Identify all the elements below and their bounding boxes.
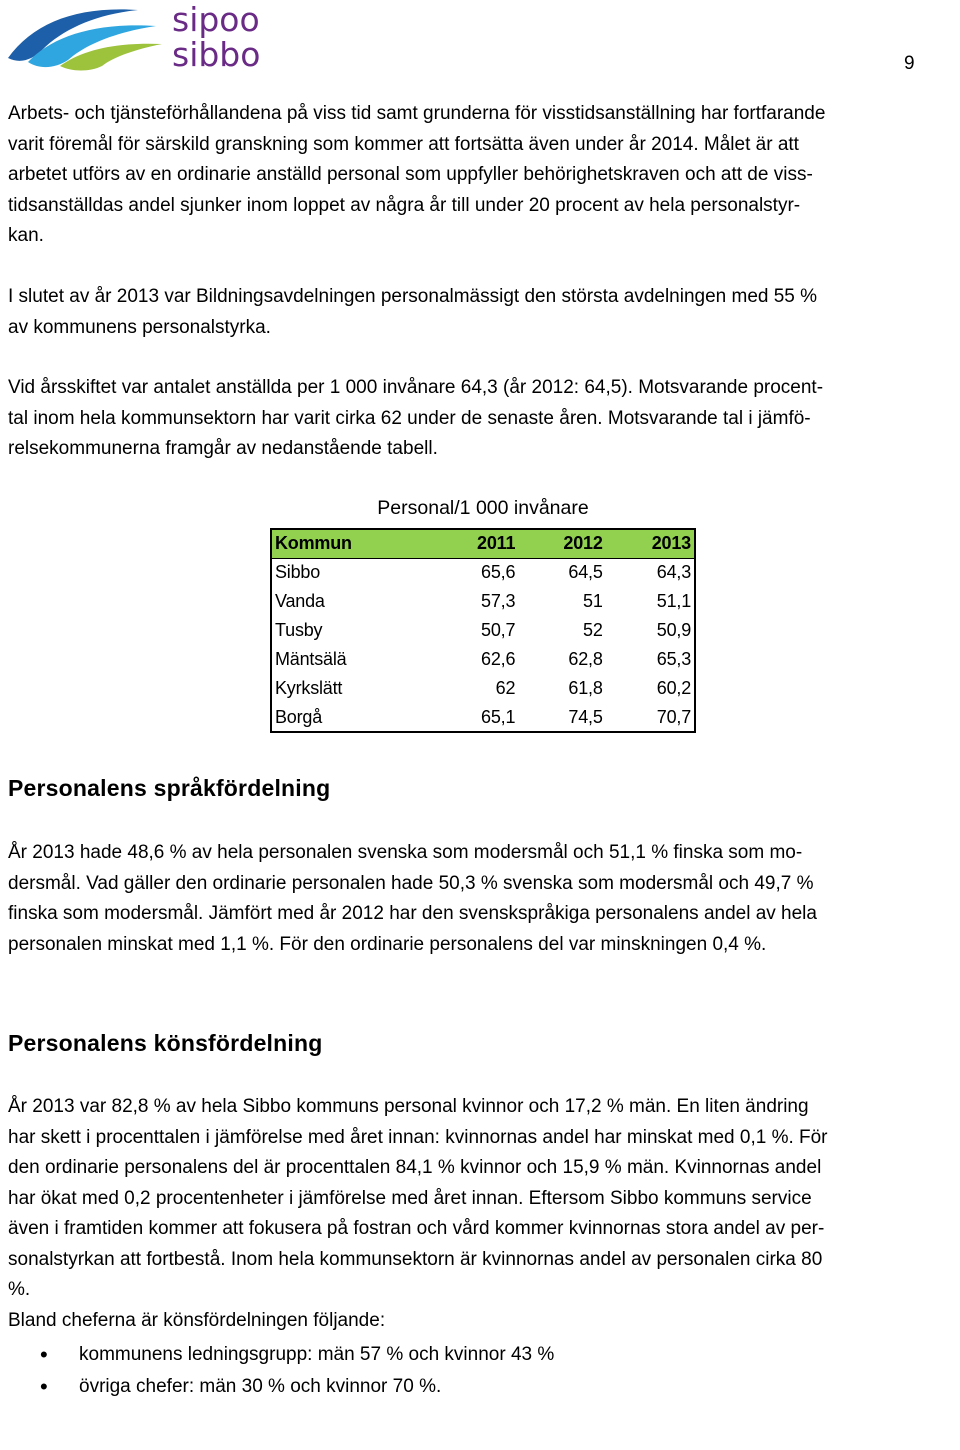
text-line: År 2013 var 82,8 % av hela Sibbo kommuns personal kvinnor och 17,2 % män. En liten ändring [8, 1096, 809, 1117]
text-line: Arbets- och tjänsteförhållandena på viss tid samt grunderna för visstidsanställning har fortfarande [8, 103, 826, 124]
text-line: År 2013 hade 48,6 % av hela personalen svenska som modersmål och 51,1 % finska som mo- [8, 842, 803, 863]
table-cell: Kyrkslätt [275, 678, 343, 698]
text-line: I slutet av år 2013 var Bildningsavdelningen personalmässigt den största avdelningen med 55 % [8, 286, 818, 307]
text-line: %. [8, 1279, 31, 1300]
column-header: Kommun [271, 529, 433, 558]
logo-wordmark [172, 2, 260, 72]
table-cell: 60,2 [656, 678, 691, 698]
table-cell: Sibbo [275, 562, 321, 583]
paragraph-konsfordelning [8, 1092, 958, 1336]
text-line: har skett i procenttalen i jämförelse med året innan: kvinnornas andel har minskat med 0,1 %. För [8, 1126, 828, 1148]
table-row [271, 558, 695, 587]
column-header: 2013 [606, 529, 695, 558]
table-cell: 65,3 [656, 649, 691, 669]
table-cell: 57,3 [481, 591, 516, 611]
table-cell: 65,6 [481, 562, 516, 583]
text-line: dersmål. Vad gäller den ordinarie personalen hade 50,3 % svenska som modersmål och 49,7 % [8, 872, 814, 894]
table-row [271, 616, 695, 645]
table-cell: Vanda [275, 591, 325, 611]
logo-line-sibbo: sibbo [172, 35, 261, 74]
table-cell: 50,7 [481, 620, 516, 640]
paragraph-anstallda [8, 373, 958, 465]
list-item: • övriga chefer: män 30 % och kvinnor 70 %. [0, 1371, 950, 1403]
text-line: finska som modersmål. Jämfört med år 2012 har den svenskspråkiga personalens andel av hela [8, 903, 817, 924]
text-line: tidsanställdas andel sjunker inom loppet av några år till under 20 procent av hela personalstyr- [8, 194, 801, 216]
text-line: har ökat med 0,2 procentenheter i jämförelse med året innan. Eftersom Sibbo kommuns service [8, 1187, 812, 1209]
table-row [271, 674, 695, 703]
table-caption: Personal/1 000 invånare [377, 497, 589, 519]
logo-line-sipoo: sipoo [172, 0, 260, 39]
table-cell: 65,1 [433, 703, 518, 732]
text-line: Vid årsskiftet var antalet anställda per 1 000 invånare 64,3 (år 2012: 64,5). Motsvarande procent- [8, 377, 824, 398]
table-cell: 62,6 [481, 649, 516, 669]
paragraph-visstid [8, 99, 958, 252]
table-cell: 50,9 [656, 620, 691, 640]
sipoo-sibbo-logo [6, 0, 276, 72]
table-cell: 61,8 [568, 678, 603, 698]
table-row [271, 645, 695, 674]
bullet-list-chefer [0, 1339, 950, 1403]
text-line: den ordinarie personalens del är procenttalen 84,1 % kvinnor och 15,9 % män. Kvinnornas andel [8, 1157, 822, 1178]
text-line: arbetet utförs av en ordinarie anställd personal som uppfyller behörighetskraven och att de viss- [8, 164, 813, 185]
staff-per-capita-table [270, 528, 696, 733]
wave-logo-icon [6, 0, 166, 72]
list-item: • kommunens ledningsgrupp: män 57 % och kvinnor 43 % [0, 1339, 950, 1371]
paragraph-bildning [8, 282, 958, 343]
text-line: Bland cheferna är könsfördelningen följande: [8, 1309, 386, 1331]
text-line: kan. [8, 225, 44, 246]
table-cell: Mäntsälä [275, 649, 347, 669]
table-cell: 64,3 [656, 562, 691, 583]
text-line: sonalstyrkan att fortbestå. Inom hela kommunsektorn är kvinnornas andel av personalen cirka 80 [8, 1248, 823, 1270]
table-cell: 74,5 [518, 703, 605, 732]
text-line: varit föremål för särskild granskning som kommer att fortsätta även under år 2014. Målet är att [8, 133, 799, 155]
table-cell: 64,5 [568, 562, 603, 583]
table-header-row [271, 529, 695, 558]
table-cell: 52 [583, 620, 603, 640]
table-cell: 70,7 [606, 703, 695, 732]
table-cell: 62 [495, 678, 516, 698]
paragraph-sprakfordelning [8, 838, 958, 960]
table-row [271, 587, 695, 616]
text-line: tal inom hela kommunsektorn har varit cirka 62 under de senaste åren. Motsvarande tal i jämfö- [8, 407, 811, 429]
heading-sprakfordelning: Personalens språkfördelning [8, 775, 331, 801]
page-number: 9 [904, 53, 915, 74]
heading-konsfordelning: Personalens könsfördelning [8, 1030, 323, 1056]
table-row [271, 703, 695, 732]
text-line: av kommunens personalstyrka. [8, 316, 271, 338]
text-line: personalen minskat med 1,1 %. För den ordinarie personalens del var minskningen 0,4 %. [8, 933, 767, 955]
column-header: 2011 [433, 529, 518, 558]
column-header: 2012 [518, 529, 605, 558]
table-cell: 62,8 [568, 649, 603, 669]
table-cell: 51,1 [656, 591, 691, 611]
table-cell: 51 [583, 591, 603, 611]
table-cell: Tusby [275, 620, 323, 640]
text-line: relsekommunerna framgår av nedanstående tabell. [8, 438, 438, 459]
text-line: även i framtiden kommer att fokusera på fostran och vård kommer kvinnornas stora andel av per- [8, 1218, 825, 1239]
table-cell: Borgå [271, 703, 433, 732]
